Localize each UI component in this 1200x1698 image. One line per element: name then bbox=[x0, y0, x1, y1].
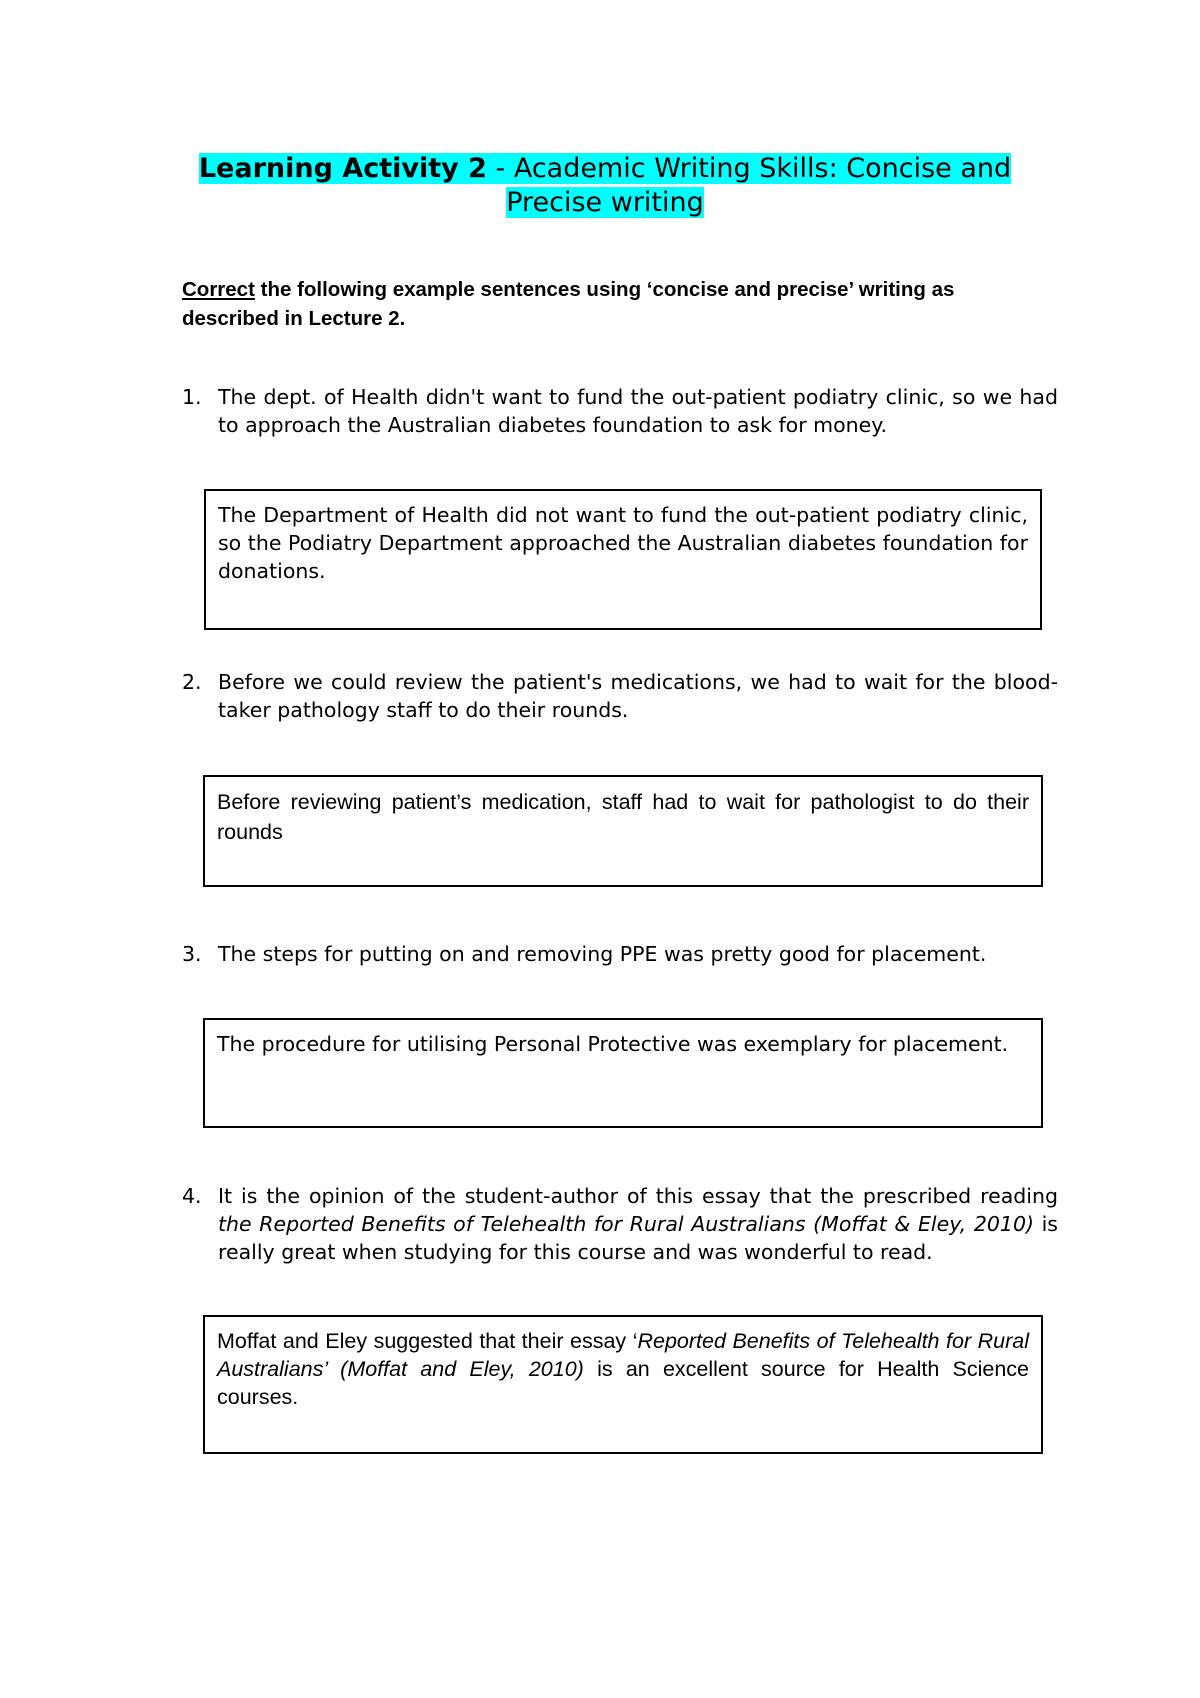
question-text-italic: the Reported Benefits of Telehealth for Rural Australians (Moffat & Eley, 2010) bbox=[218, 1212, 1035, 1236]
title-rest: - Academic Writing Skills: Concise and bbox=[486, 153, 1012, 184]
question-number: 4. bbox=[182, 1184, 202, 1208]
answer-text-end: is an excellent source for Health Science courses. bbox=[217, 1357, 1030, 1409]
question-text: The steps for putting on and removing PPE was pretty good for placement. bbox=[218, 942, 987, 966]
question-text bbox=[218, 1182, 1058, 1266]
answer-text: Before reviewing patient’s medication, staff had to wait for pathologist to do their rounds bbox=[217, 790, 1029, 844]
question-text: The dept. of Health didn't want to fund the out-patient podiatry clinic, so we had to approach the Australian diabetes foundation to ask for money. bbox=[218, 385, 1058, 437]
answer-box-4 bbox=[203, 1315, 1043, 1454]
question-4 bbox=[182, 1182, 1058, 1266]
answer-text-italic: Reported Benefits of Telehealth for Rural Australians’ (Moffat and Eley, 2010) bbox=[217, 1329, 1029, 1381]
title-bold: Learning Activity 2 bbox=[198, 153, 487, 184]
question-number: 3. bbox=[182, 942, 202, 966]
answer-text: The procedure for utilising Personal Protective was exemplary for placement. bbox=[217, 1032, 1009, 1056]
instruction-underlined: Correct bbox=[182, 278, 255, 301]
question-2 bbox=[182, 668, 1058, 724]
answer-text: The Department of Health did not want to fund the out-patient podiatry clinic, so the Podiatry Department approached the Australian diabetes foundation for donations. bbox=[218, 503, 1028, 583]
answer-box-1 bbox=[204, 489, 1042, 630]
instruction-rest: the following example sentences using ‘concise and precise’ writing as described in Lecture 2. bbox=[182, 278, 955, 330]
question-3 bbox=[182, 940, 1058, 968]
question-number: 2. bbox=[182, 670, 202, 694]
answer-text-start: Moffat and Eley suggested that their essay ‘ bbox=[217, 1329, 638, 1353]
instructions bbox=[182, 275, 1042, 333]
question-number: 1. bbox=[182, 385, 202, 409]
answer-box-3 bbox=[203, 1018, 1043, 1128]
title-line2: Precise writing bbox=[506, 187, 704, 218]
question-1 bbox=[182, 383, 1058, 439]
question-text: Before we could review the patient's medications, we had to wait for the blood-taker pathology staff to do their rounds. bbox=[218, 670, 1058, 722]
answer-box-2 bbox=[203, 775, 1043, 887]
page-title bbox=[150, 152, 1060, 220]
question-text-end: is really great when studying for this course and was wonderful to read. bbox=[218, 1212, 1058, 1264]
question-text-start: It is the opinion of the student-author of this essay that the prescribed reading bbox=[218, 1184, 1058, 1208]
